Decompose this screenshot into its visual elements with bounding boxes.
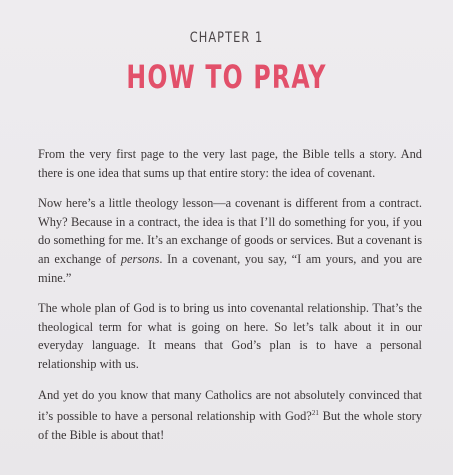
paragraph-4-text-start: And yet do you know that many Catholics are not absolutely convinced that it’s possible to have a personal relationship with God?	[38, 387, 422, 424]
paragraph-2-text-end: . In a covenant, you say, “I am yours, and you are mine.”	[38, 251, 422, 285]
paragraph-2	[38, 194, 422, 287]
paragraph-2-text-start: Now here’s a little theology lesson—a covenant is different from a contract. Why? Because in a contract, the idea is that I’ll do something for you, if you do something for me. It’s an exchange of goods or services. But a covenant is an exchange of	[38, 196, 423, 266]
paragraph-2-emphasis: persons	[120, 251, 160, 266]
chapter-label: CHAPTER 1	[189, 30, 264, 46]
chapter-title: HOW TO PRAY	[126, 58, 327, 96]
body-text	[38, 145, 422, 456]
paragraph-4	[38, 386, 422, 445]
footnote-marker[interactable]: 21	[311, 409, 319, 418]
paragraph-1: From the very first page to the very last page, the Bible tells a story. And there is one idea that sums up that entire story: the idea of covenant.	[38, 147, 422, 180]
paragraph-4-text-end: But the whole story of the Bible is about that!	[38, 409, 422, 442]
paragraph-3: The whole plan of God is to bring us into covenantal relationship. That’s the theological term for what is going on here. So let’s talk about it in our everyday language. It means that God’s plan is to have a personal relationship with us.	[38, 301, 422, 371]
